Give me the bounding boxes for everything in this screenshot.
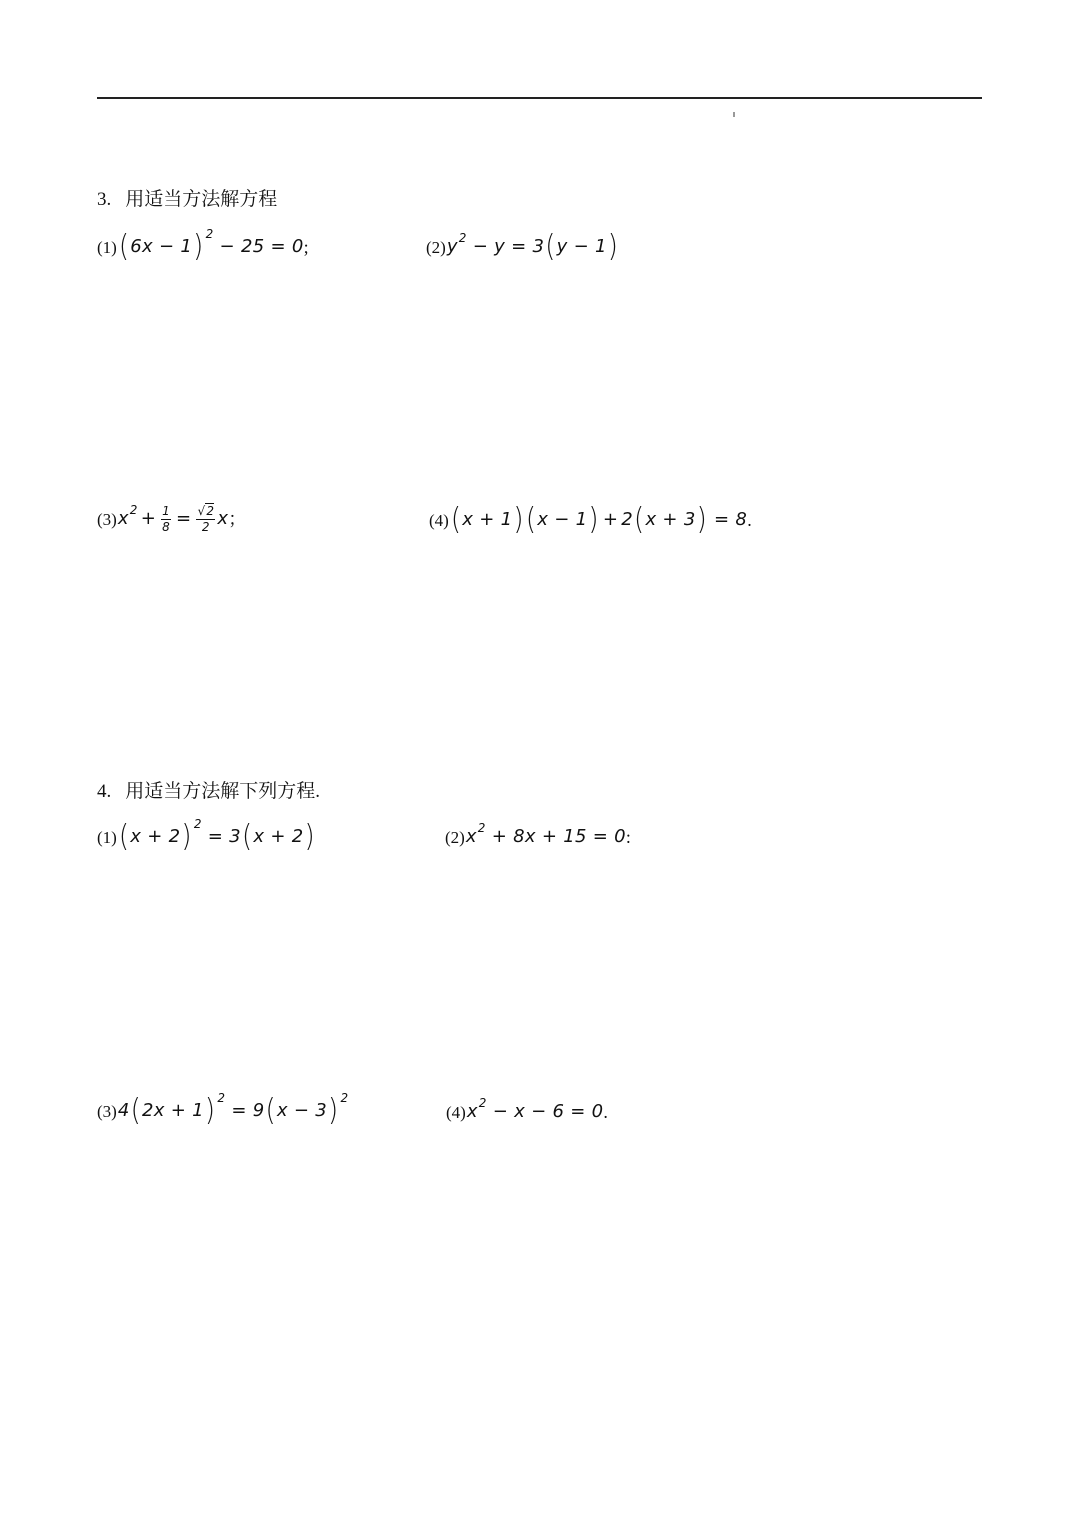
q3-problem-2 [426, 229, 619, 265]
q4-problem-3 [97, 1091, 349, 1129]
q4-problem-4 [446, 1096, 609, 1122]
q4-equation-1: ( x + 2 ) 2 = 3 ( x + 2 ) [118, 817, 315, 855]
q4-label-4: (4) [446, 1102, 466, 1122]
q3-problem-3 [97, 505, 247, 533]
question-4-title [97, 776, 320, 803]
q3-equation-1: ( 6x − 1 ) 2 − 25 = 0 ; [118, 227, 309, 265]
q3-label-3: (3) [97, 509, 117, 529]
q4-label-3: (3) [97, 1101, 117, 1121]
q4-equation-2: x 2 + 8x + 15 = 0 : [465, 821, 632, 847]
q3-problem-1 [97, 227, 309, 265]
q3-equation-3: x 2 + $\frac{1}{8}$ = $\frac{√2}{2}$ x ； [117, 503, 247, 534]
question-3-number: 3. [97, 189, 112, 210]
q4-label-1: (1) [97, 827, 117, 847]
header-rule [97, 97, 982, 99]
q4-equation-4: x 2 − x − 6 = 0 . [466, 1096, 609, 1122]
q4-label-2: (2) [445, 827, 465, 847]
question-3-text: 用适当方法解方程 [125, 189, 278, 210]
q3-problem-4 [429, 502, 752, 538]
q3-equation-2: y 2 − y = 3 ( y − 1 ) [446, 229, 619, 265]
question-3-title [97, 184, 277, 211]
q3-label-4: (4) [429, 510, 449, 530]
q3-label-2: (2) [426, 237, 446, 257]
q3-label-1: (1) [97, 237, 117, 257]
q3-equation-4: ( x + 1 ) ( x − 1 ) + 2 ( x + 3 ) = 8 . [450, 502, 752, 538]
header-mark [733, 112, 735, 117]
question-4-number: 4. [97, 781, 112, 802]
q4-problem-2 [445, 821, 632, 847]
q4-equation-3: 4 ( 2x + 1 ) 2 = 9 ( x − 3 ) 2 [117, 1091, 349, 1129]
question-4-text: 用适当方法解下列方程. [125, 781, 321, 802]
q4-problem-1 [97, 817, 316, 855]
